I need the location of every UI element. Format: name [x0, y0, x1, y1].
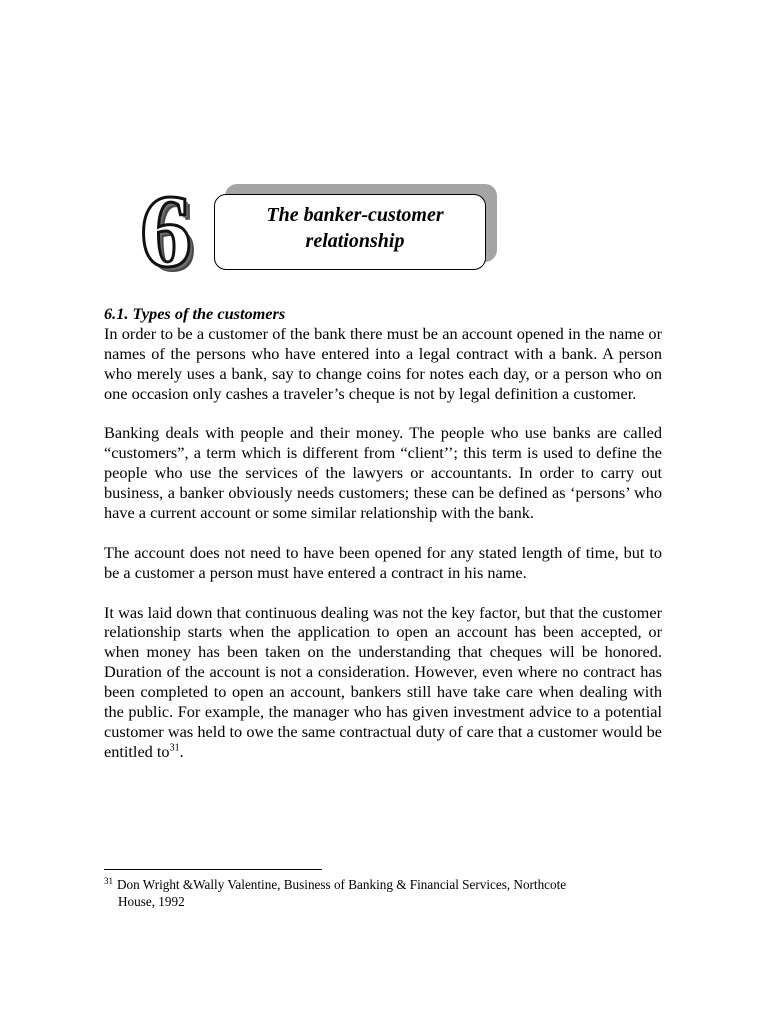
paragraph-1: In order to be a customer of the bank there must be an account opened in the name or names of the persons who have entered into a legal contract with a bank. A person who merely uses a bank, say to change coins for notes each day, or a person who on one occasion only cashes a traveler’s cheque is not by legal definition a customer.	[104, 323, 662, 403]
footnote	[104, 876, 664, 910]
chapter-number: 6	[140, 174, 192, 289]
paragraph-4-text: It was laid down that continuous dealing was not the key factor, but that the customer relationship starts when the application to open an account has been accepted, or when money has been taken on the understanding that cheques will be honored. Duration of the account is not a consideration. However, even where no contract has been completed to open an account, bankers still have take care when dealing with the public. For example, the manager who has given investment advice to a potential customer was held to owe the same contractual duty of care that a customer would be entitled to	[104, 602, 662, 761]
paragraph-4	[104, 603, 662, 762]
paragraph-3: The account does not need to have been opened for any stated length of time, but to be a customer a person must have entered a contract in his name.	[104, 542, 662, 582]
chapter-title	[230, 202, 480, 254]
chapter-title-line-1: The banker-customer	[266, 204, 444, 226]
body-text	[104, 304, 662, 782]
paragraph-4-end: .	[179, 741, 184, 761]
section-heading: 6.1. Types of the customers	[104, 304, 286, 323]
footnote-separator	[104, 869, 322, 870]
footnote-line-1: Don Wright &Wally Valentine, Business of Banking & Financial Services, Northcote	[117, 877, 567, 892]
footnote-number: 31	[104, 875, 113, 886]
footnote-line-2: House, 1992	[118, 894, 185, 909]
chapter-title-line-2: relationship	[305, 230, 405, 252]
footnote-reference[interactable]: 31	[169, 742, 180, 754]
paragraph-2: Banking deals with people and their money. The people who use banks are called “customers”, a term which is different from “client’’; this term is used to define the people who use the services of the lawyers or accountants. In order to carry out business, a banker obviously needs customers; these can be defined as ‘persons’ who have a current account or some similar relationship with the bank.	[104, 423, 662, 523]
